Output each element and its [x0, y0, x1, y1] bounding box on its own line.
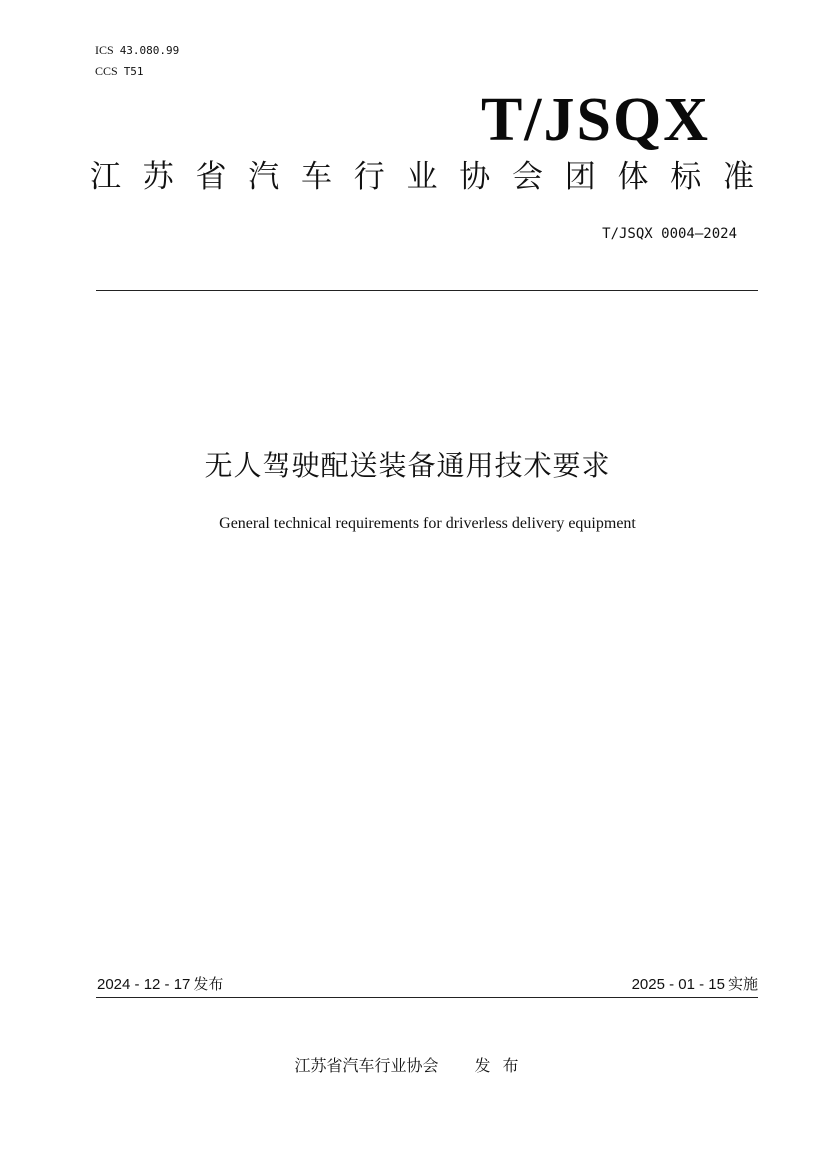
- effective-label: 实施: [727, 975, 758, 993]
- standard-type-char: 会: [512, 159, 543, 195]
- ics-label: ICS: [95, 43, 114, 57]
- standard-type-char: 行: [353, 159, 385, 195]
- document-title-english: General technical requirements for driverless delivery equipment: [219, 515, 636, 532]
- publish-date-line: [97, 973, 223, 996]
- standard-type-char: 团: [564, 159, 596, 195]
- ics-value: 43.080.99: [119, 44, 180, 57]
- ics-classification: [95, 41, 179, 59]
- standard-type-char: 体: [617, 159, 649, 195]
- ccs-value: T51: [123, 65, 144, 78]
- standard-type-char: 苏: [142, 159, 174, 195]
- standard-type-char: 汽: [248, 159, 280, 195]
- standard-type-char: 车: [301, 159, 332, 195]
- ccs-label: CCS: [95, 64, 118, 78]
- ccs-classification: [95, 62, 144, 80]
- footer-divider: [96, 997, 758, 998]
- header-divider: [96, 290, 758, 291]
- publisher-line: [0, 1054, 815, 1078]
- publish-action: 发布: [474, 1056, 531, 1075]
- effective-date-line: [632, 973, 758, 996]
- standard-type-char: 协: [459, 159, 491, 195]
- publisher-name: 江苏省汽车行业协会: [294, 1056, 439, 1075]
- standard-type-char: 标: [670, 159, 702, 195]
- document-title-chinese: 无人驾驶配送装备通用技术要求: [204, 449, 611, 482]
- standard-type-heading: [90, 155, 754, 199]
- standard-type-char: 省: [195, 159, 227, 195]
- publish-date: 2024 - 12 - 17: [97, 976, 191, 993]
- publish-label: 发布: [193, 975, 224, 993]
- effective-date: 2025 - 01 - 15: [631, 976, 725, 993]
- standard-code: T/JSQX: [480, 86, 710, 154]
- standard-type-char: 准: [723, 159, 754, 195]
- standard-number: T/JSQX 0004—2024: [602, 226, 737, 242]
- standard-type-char: 江: [90, 159, 121, 195]
- standard-type-char: 业: [406, 159, 438, 195]
